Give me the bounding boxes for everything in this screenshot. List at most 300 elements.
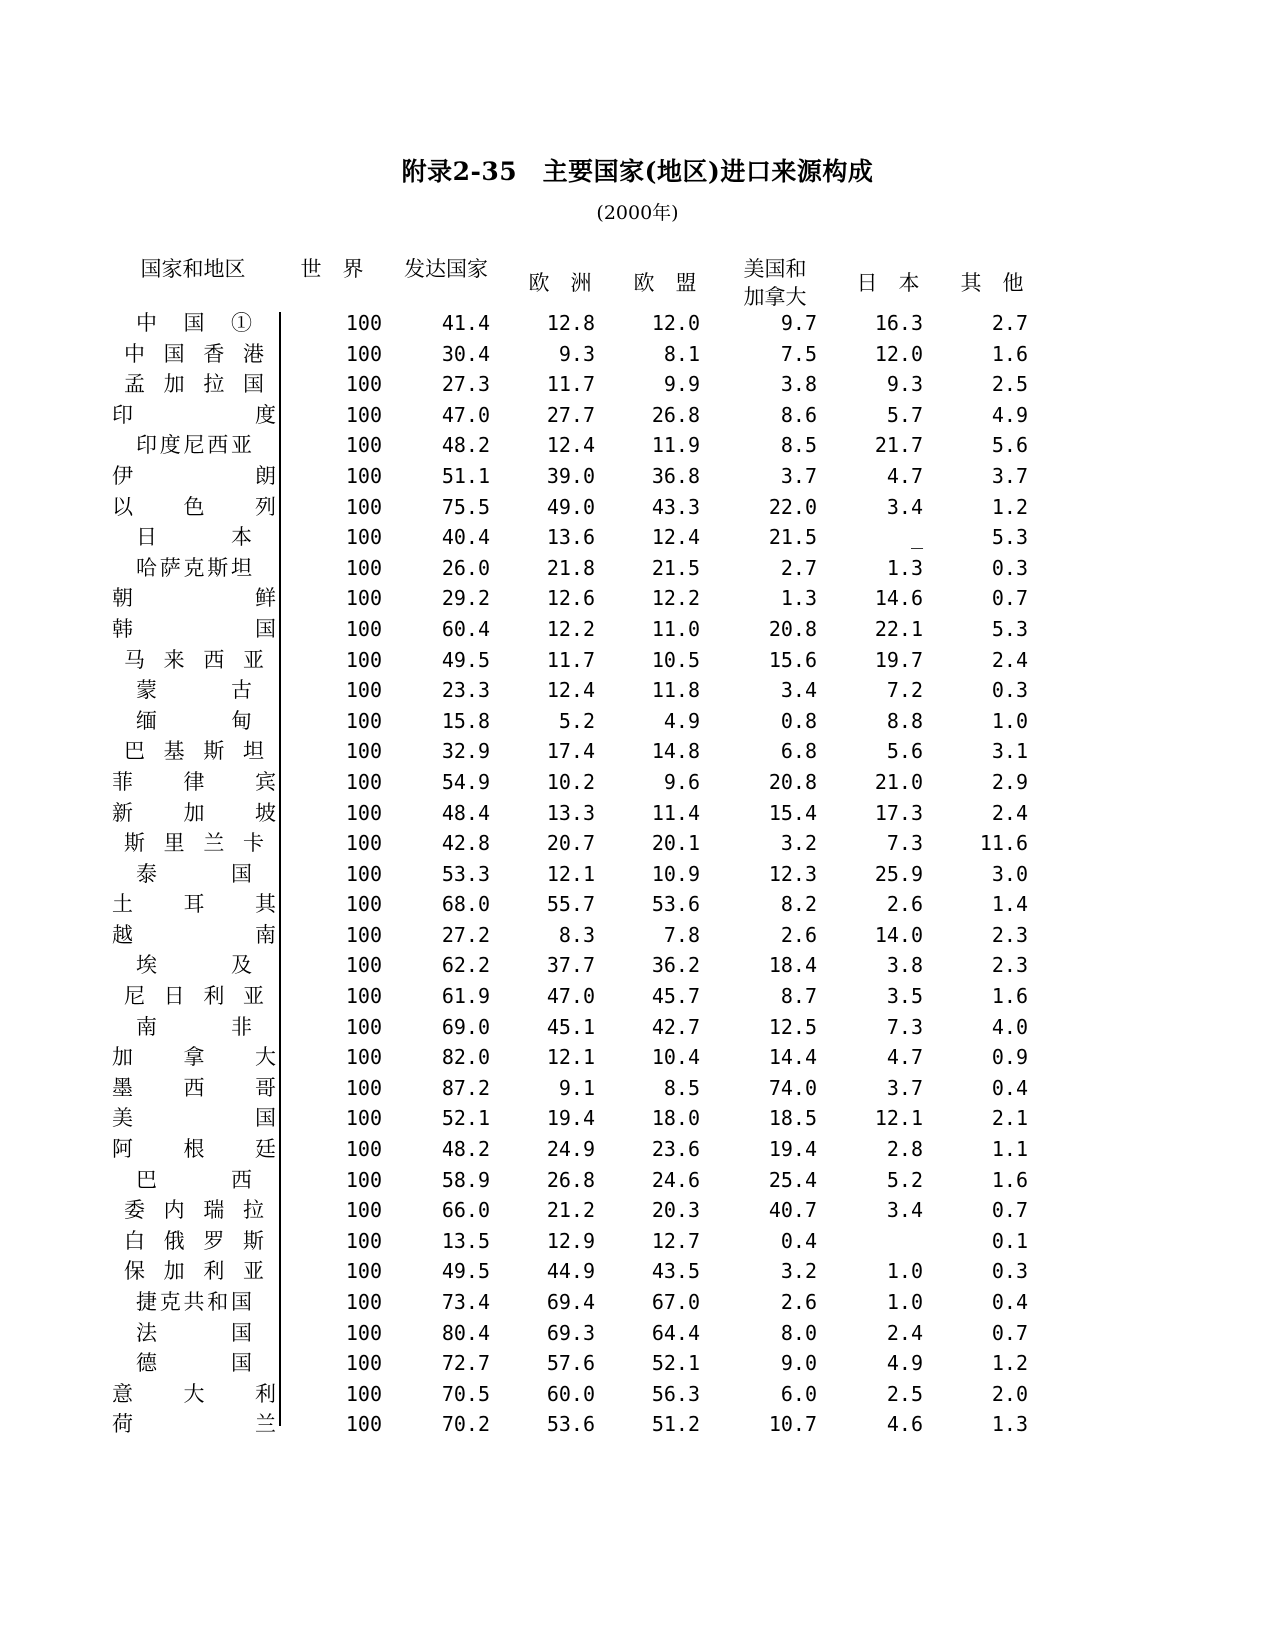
region-name: 巴基斯坦 bbox=[124, 739, 264, 764]
cell-other: 1.6 bbox=[991, 984, 1028, 1009]
cell-us-canada: 8.2 bbox=[780, 892, 817, 917]
cell-europe: 69.3 bbox=[546, 1320, 595, 1345]
cell-japan: 3.7 bbox=[886, 1075, 923, 1100]
table-row bbox=[0, 1409, 1275, 1440]
region-name: 白俄罗斯 bbox=[124, 1228, 264, 1253]
cell-other: 0.9 bbox=[991, 1045, 1028, 1070]
cell-other: 1.2 bbox=[991, 494, 1028, 519]
cell-eu: 14.8 bbox=[651, 739, 700, 764]
cell-developed: 73.4 bbox=[441, 1290, 490, 1314]
region-name: 中国① bbox=[136, 311, 252, 335]
cell-europe: 60.0 bbox=[546, 1381, 595, 1406]
cell-developed: 29.2 bbox=[441, 586, 490, 611]
cell-europe: 47.0 bbox=[546, 984, 595, 1009]
cell-eu: 10.5 bbox=[651, 647, 700, 672]
cell-other: 5.6 bbox=[991, 433, 1028, 458]
region-name: 印度 bbox=[112, 402, 276, 427]
cell-eu: 9.9 bbox=[663, 372, 700, 397]
cell-world: 100 bbox=[345, 892, 382, 917]
cell-other: 2.4 bbox=[991, 647, 1028, 672]
cell-eu: 18.0 bbox=[651, 1106, 700, 1131]
cell-world: 100 bbox=[345, 1320, 382, 1345]
table-row bbox=[0, 1165, 1275, 1196]
cell-japan: 4.7 bbox=[886, 1045, 923, 1070]
cell-japan: 25.9 bbox=[874, 861, 923, 886]
table-row bbox=[0, 461, 1275, 492]
table-row bbox=[0, 981, 1275, 1012]
cell-world: 100 bbox=[345, 555, 382, 580]
cell-developed: 54.9 bbox=[441, 769, 490, 794]
cell-eu: 26.8 bbox=[651, 402, 700, 427]
cell-world: 100 bbox=[345, 678, 382, 703]
cell-japan: 2.8 bbox=[886, 1137, 923, 1162]
cell-developed: 49.5 bbox=[441, 647, 490, 672]
cell-developed: 52.1 bbox=[441, 1106, 490, 1131]
cell-world: 100 bbox=[345, 922, 382, 947]
cell-developed: 48.4 bbox=[441, 800, 490, 825]
cell-other: 3.0 bbox=[991, 861, 1028, 886]
cell-europe: 12.8 bbox=[546, 311, 595, 335]
cell-other: 4.9 bbox=[991, 402, 1028, 427]
cell-europe: 21.2 bbox=[546, 1198, 595, 1223]
cell-developed: 53.3 bbox=[441, 861, 490, 886]
region-name: 泰国 bbox=[136, 861, 252, 886]
cell-other: 0.7 bbox=[991, 1198, 1028, 1223]
cell-world: 100 bbox=[345, 1381, 382, 1406]
cell-eu: 4.9 bbox=[663, 708, 700, 733]
cell-japan: 21.7 bbox=[874, 433, 923, 458]
cell-japan: 7.2 bbox=[886, 678, 923, 703]
cell-other: 0.4 bbox=[991, 1290, 1028, 1314]
cell-other: 0.3 bbox=[991, 1259, 1028, 1284]
cell-us-canada: 3.8 bbox=[780, 372, 817, 397]
cell-eu: 10.4 bbox=[651, 1045, 700, 1070]
table-row bbox=[0, 1042, 1275, 1073]
cell-other: 0.7 bbox=[991, 1320, 1028, 1345]
header-us-canada-line1: 美国和 bbox=[743, 257, 807, 281]
cell-world: 100 bbox=[345, 402, 382, 427]
cell-eu: 11.9 bbox=[651, 433, 700, 458]
cell-europe: 9.3 bbox=[558, 341, 595, 366]
cell-europe: 11.7 bbox=[546, 647, 595, 672]
cell-us-canada: 14.4 bbox=[768, 1045, 817, 1070]
cell-us-canada: 22.0 bbox=[768, 494, 817, 519]
cell-world: 100 bbox=[345, 831, 382, 856]
region-name: 哈萨克斯坦 bbox=[136, 555, 252, 580]
cell-world: 100 bbox=[345, 647, 382, 672]
cell-world: 100 bbox=[345, 525, 382, 550]
cell-us-canada: 40.7 bbox=[768, 1198, 817, 1223]
cell-world: 100 bbox=[345, 1228, 382, 1253]
table-row bbox=[0, 1103, 1275, 1134]
cell-world: 100 bbox=[345, 739, 382, 764]
cell-eu: 10.9 bbox=[651, 861, 700, 886]
region-name: 保加利亚 bbox=[124, 1259, 264, 1284]
table-row bbox=[0, 1379, 1275, 1410]
cell-japan: 2.5 bbox=[886, 1381, 923, 1406]
cell-eu: 12.2 bbox=[651, 586, 700, 611]
cell-developed: 58.9 bbox=[441, 1167, 490, 1192]
cell-europe: 57.6 bbox=[546, 1351, 595, 1376]
cell-us-canada: 0.4 bbox=[780, 1228, 817, 1253]
region-name: 加拿大 bbox=[112, 1045, 276, 1070]
cell-other: 2.5 bbox=[991, 372, 1028, 397]
cell-japan: 7.3 bbox=[886, 831, 923, 856]
cell-world: 100 bbox=[345, 463, 382, 488]
table-row bbox=[0, 1012, 1275, 1043]
cell-world: 100 bbox=[345, 1075, 382, 1100]
cell-europe: 17.4 bbox=[546, 739, 595, 764]
cell-japan: 4.9 bbox=[886, 1351, 923, 1376]
cell-world: 100 bbox=[345, 341, 382, 366]
cell-eu: 20.3 bbox=[651, 1198, 700, 1223]
cell-developed: 62.2 bbox=[441, 953, 490, 978]
cell-japan: 3.4 bbox=[886, 1198, 923, 1223]
cell-eu: 53.6 bbox=[651, 892, 700, 917]
table-row bbox=[0, 583, 1275, 614]
table-row bbox=[0, 859, 1275, 890]
cell-us-canada: 20.8 bbox=[768, 769, 817, 794]
cell-eu: 9.6 bbox=[663, 769, 700, 794]
cell-japan: 4.7 bbox=[886, 463, 923, 488]
cell-other: 1.1 bbox=[991, 1137, 1028, 1162]
region-name: 朝鲜 bbox=[112, 586, 276, 611]
cell-world: 100 bbox=[345, 800, 382, 825]
region-name: 德国 bbox=[136, 1351, 252, 1376]
cell-eu: 67.0 bbox=[651, 1290, 700, 1314]
cell-us-canada: 7.5 bbox=[780, 341, 817, 366]
cell-japan: 5.2 bbox=[886, 1167, 923, 1192]
cell-us-canada: 0.8 bbox=[780, 708, 817, 733]
cell-europe: 12.4 bbox=[546, 678, 595, 703]
cell-eu: 21.5 bbox=[651, 555, 700, 580]
region-name: 马来西亚 bbox=[124, 647, 264, 672]
header-us-canada-line2: 加拿大 bbox=[743, 285, 807, 309]
cell-europe: 12.6 bbox=[546, 586, 595, 611]
region-name: 埃及 bbox=[136, 953, 252, 978]
cell-us-canada: 3.4 bbox=[780, 678, 817, 703]
cell-eu: 43.3 bbox=[651, 494, 700, 519]
table-row bbox=[0, 369, 1275, 400]
cell-japan: 17.3 bbox=[874, 800, 923, 825]
cell-japan: 8.8 bbox=[886, 708, 923, 733]
cell-japan: 14.0 bbox=[874, 922, 923, 947]
cell-developed: 68.0 bbox=[441, 892, 490, 917]
cell-eu: 51.2 bbox=[651, 1412, 700, 1437]
table-row bbox=[0, 308, 1275, 339]
cell-other: 2.0 bbox=[991, 1381, 1028, 1406]
cell-europe: 55.7 bbox=[546, 892, 595, 917]
cell-developed: 80.4 bbox=[441, 1320, 490, 1345]
cell-europe: 20.7 bbox=[546, 831, 595, 856]
cell-developed: 26.0 bbox=[441, 555, 490, 580]
table-row bbox=[0, 522, 1275, 553]
table-row bbox=[0, 1318, 1275, 1349]
cell-japan: 3.8 bbox=[886, 953, 923, 978]
cell-other: 1.2 bbox=[991, 1351, 1028, 1376]
table-row bbox=[0, 828, 1275, 859]
cell-japan: 5.6 bbox=[886, 739, 923, 764]
region-name: 新加坡 bbox=[112, 800, 276, 825]
cell-europe: 12.9 bbox=[546, 1228, 595, 1253]
cell-developed: 48.2 bbox=[441, 433, 490, 458]
region-name: 蒙古 bbox=[136, 678, 252, 703]
cell-developed: 15.8 bbox=[441, 708, 490, 733]
cell-europe: 12.4 bbox=[546, 433, 595, 458]
cell-world: 100 bbox=[345, 494, 382, 519]
region-name: 尼日利亚 bbox=[124, 984, 264, 1009]
header-japan: 日 本 bbox=[856, 271, 920, 295]
region-name: 土耳其 bbox=[112, 892, 276, 917]
cell-japan: 9.3 bbox=[886, 372, 923, 397]
region-name: 印度尼西亚 bbox=[136, 433, 252, 458]
table-row bbox=[0, 1134, 1275, 1165]
cell-japan: _ bbox=[910, 525, 923, 550]
cell-developed: 13.5 bbox=[441, 1228, 490, 1253]
cell-japan: 4.6 bbox=[886, 1412, 923, 1437]
cell-us-canada: 10.7 bbox=[768, 1412, 817, 1437]
cell-japan: 2.4 bbox=[886, 1320, 923, 1345]
cell-developed: 75.5 bbox=[441, 494, 490, 519]
cell-europe: 5.2 bbox=[558, 708, 595, 733]
region-name: 法国 bbox=[136, 1320, 252, 1345]
header-other: 其 他 bbox=[960, 271, 1024, 295]
cell-us-canada: 25.4 bbox=[768, 1167, 817, 1192]
table-row bbox=[0, 889, 1275, 920]
cell-eu: 11.8 bbox=[651, 678, 700, 703]
cell-eu: 45.7 bbox=[651, 984, 700, 1009]
cell-eu: 8.5 bbox=[663, 1075, 700, 1100]
region-name: 巴西 bbox=[136, 1167, 252, 1192]
header-europe: 欧 洲 bbox=[528, 271, 592, 295]
cell-europe: 44.9 bbox=[546, 1259, 595, 1284]
cell-us-canada: 9.7 bbox=[780, 311, 817, 335]
cell-developed: 40.4 bbox=[441, 525, 490, 550]
cell-developed: 60.4 bbox=[441, 616, 490, 641]
table-row bbox=[0, 492, 1275, 523]
cell-developed: 41.4 bbox=[441, 311, 490, 335]
region-name: 缅甸 bbox=[136, 708, 252, 733]
cell-europe: 45.1 bbox=[546, 1014, 595, 1039]
cell-other: 2.1 bbox=[991, 1106, 1028, 1131]
cell-developed: 49.5 bbox=[441, 1259, 490, 1284]
region-name: 日本 bbox=[136, 525, 252, 550]
cell-europe: 21.8 bbox=[546, 555, 595, 580]
cell-other: 5.3 bbox=[991, 525, 1028, 550]
cell-us-canada: 2.6 bbox=[780, 1290, 817, 1314]
cell-us-canada: 1.3 bbox=[780, 586, 817, 611]
cell-world: 100 bbox=[345, 1351, 382, 1376]
table-row bbox=[0, 1226, 1275, 1257]
cell-europe: 12.1 bbox=[546, 1045, 595, 1070]
header-eu: 欧 盟 bbox=[633, 271, 697, 295]
cell-europe: 37.7 bbox=[546, 953, 595, 978]
cell-us-canada: 15.4 bbox=[768, 800, 817, 825]
table-row bbox=[0, 614, 1275, 645]
cell-eu: 8.1 bbox=[663, 341, 700, 366]
table-row bbox=[0, 1073, 1275, 1104]
cell-us-canada: 15.6 bbox=[768, 647, 817, 672]
cell-europe: 69.4 bbox=[546, 1290, 595, 1314]
region-name: 中国香港 bbox=[124, 341, 264, 366]
region-name: 菲律宾 bbox=[112, 769, 276, 794]
table-row bbox=[0, 1195, 1275, 1226]
cell-other: 2.3 bbox=[991, 953, 1028, 978]
table-row bbox=[0, 920, 1275, 951]
cell-world: 100 bbox=[345, 769, 382, 794]
cell-developed: 66.0 bbox=[441, 1198, 490, 1223]
cell-other: 11.6 bbox=[979, 831, 1028, 856]
table-row bbox=[0, 950, 1275, 981]
cell-developed: 61.9 bbox=[441, 984, 490, 1009]
cell-other: 4.0 bbox=[991, 1014, 1028, 1039]
cell-europe: 53.6 bbox=[546, 1412, 595, 1437]
cell-europe: 49.0 bbox=[546, 494, 595, 519]
cell-other: 0.3 bbox=[991, 678, 1028, 703]
cell-other: 1.4 bbox=[991, 892, 1028, 917]
table-row bbox=[0, 1348, 1275, 1379]
cell-us-canada: 8.7 bbox=[780, 984, 817, 1009]
region-name: 越南 bbox=[112, 922, 276, 947]
region-name: 意大利 bbox=[112, 1381, 276, 1406]
cell-other: 0.1 bbox=[991, 1228, 1028, 1253]
cell-us-canada: 18.4 bbox=[768, 953, 817, 978]
cell-world: 100 bbox=[345, 708, 382, 733]
region-name: 以色列 bbox=[112, 494, 276, 519]
data-table bbox=[0, 308, 1275, 1440]
cell-other: 0.7 bbox=[991, 586, 1028, 611]
cell-japan: 1.0 bbox=[886, 1290, 923, 1314]
region-name: 捷克共和国 bbox=[136, 1290, 252, 1314]
cell-us-canada: 8.0 bbox=[780, 1320, 817, 1345]
cell-us-canada: 18.5 bbox=[768, 1106, 817, 1131]
region-name: 伊朗 bbox=[112, 463, 276, 488]
cell-eu: 36.8 bbox=[651, 463, 700, 488]
cell-europe: 12.1 bbox=[546, 861, 595, 886]
cell-world: 100 bbox=[345, 372, 382, 397]
cell-world: 100 bbox=[345, 861, 382, 886]
cell-japan: 22.1 bbox=[874, 616, 923, 641]
cell-japan: 14.6 bbox=[874, 586, 923, 611]
cell-world: 100 bbox=[345, 1045, 382, 1070]
region-name: 委内瑞拉 bbox=[124, 1198, 264, 1223]
cell-other: 0.4 bbox=[991, 1075, 1028, 1100]
table-row bbox=[0, 430, 1275, 461]
cell-eu: 64.4 bbox=[651, 1320, 700, 1345]
cell-eu: 43.5 bbox=[651, 1259, 700, 1284]
cell-other: 3.1 bbox=[991, 739, 1028, 764]
cell-europe: 13.6 bbox=[546, 525, 595, 550]
cell-japan: 19.7 bbox=[874, 647, 923, 672]
cell-europe: 12.2 bbox=[546, 616, 595, 641]
cell-japan: 1.0 bbox=[886, 1259, 923, 1284]
cell-developed: 23.3 bbox=[441, 678, 490, 703]
cell-europe: 19.4 bbox=[546, 1106, 595, 1131]
cell-europe: 10.2 bbox=[546, 769, 595, 794]
page-title: 附录2-35 主要国家(地区)进口来源构成 bbox=[401, 157, 874, 186]
cell-world: 100 bbox=[345, 1014, 382, 1039]
cell-us-canada: 8.6 bbox=[780, 402, 817, 427]
table-row bbox=[0, 736, 1275, 767]
cell-world: 100 bbox=[345, 1137, 382, 1162]
cell-world: 100 bbox=[345, 1412, 382, 1437]
cell-other: 1.6 bbox=[991, 341, 1028, 366]
cell-world: 100 bbox=[345, 616, 382, 641]
cell-us-canada: 3.7 bbox=[780, 463, 817, 488]
page-subtitle: (2000年) bbox=[596, 202, 679, 224]
cell-eu: 12.0 bbox=[651, 311, 700, 335]
cell-japan: 5.7 bbox=[886, 402, 923, 427]
region-name: 南非 bbox=[136, 1014, 252, 1039]
header-developed: 发达国家 bbox=[404, 257, 488, 281]
cell-europe: 8.3 bbox=[558, 922, 595, 947]
cell-europe: 9.1 bbox=[558, 1075, 595, 1100]
cell-developed: 72.7 bbox=[441, 1351, 490, 1376]
cell-us-canada: 3.2 bbox=[780, 1259, 817, 1284]
cell-developed: 47.0 bbox=[441, 402, 490, 427]
region-name: 韩国 bbox=[112, 616, 276, 641]
cell-developed: 32.9 bbox=[441, 739, 490, 764]
table-row bbox=[0, 1256, 1275, 1287]
region-name: 荷兰 bbox=[112, 1412, 276, 1437]
cell-world: 100 bbox=[345, 311, 382, 335]
cell-europe: 39.0 bbox=[546, 463, 595, 488]
cell-us-canada: 20.8 bbox=[768, 616, 817, 641]
cell-eu: 20.1 bbox=[651, 831, 700, 856]
cell-europe: 11.7 bbox=[546, 372, 595, 397]
table-row bbox=[0, 339, 1275, 370]
cell-other: 1.3 bbox=[991, 1412, 1028, 1437]
cell-us-canada: 74.0 bbox=[768, 1075, 817, 1100]
region-name: 墨西哥 bbox=[112, 1075, 276, 1100]
cell-other: 2.3 bbox=[991, 922, 1028, 947]
cell-europe: 26.8 bbox=[546, 1167, 595, 1192]
cell-japan: 3.5 bbox=[886, 984, 923, 1009]
cell-other: 2.7 bbox=[991, 311, 1028, 335]
cell-world: 100 bbox=[345, 1167, 382, 1192]
cell-other: 1.0 bbox=[991, 708, 1028, 733]
cell-japan: 3.4 bbox=[886, 494, 923, 519]
cell-other: 0.3 bbox=[991, 555, 1028, 580]
cell-world: 100 bbox=[345, 984, 382, 1009]
header-region: 国家和地区 bbox=[140, 257, 246, 281]
cell-eu: 7.8 bbox=[663, 922, 700, 947]
cell-europe: 13.3 bbox=[546, 800, 595, 825]
cell-us-canada: 6.8 bbox=[780, 739, 817, 764]
cell-eu: 23.6 bbox=[651, 1137, 700, 1162]
cell-us-canada: 19.4 bbox=[768, 1137, 817, 1162]
cell-us-canada: 9.0 bbox=[780, 1351, 817, 1376]
cell-other: 2.4 bbox=[991, 800, 1028, 825]
cell-other: 5.3 bbox=[991, 616, 1028, 641]
cell-developed: 69.0 bbox=[441, 1014, 490, 1039]
cell-world: 100 bbox=[345, 433, 382, 458]
cell-world: 100 bbox=[345, 953, 382, 978]
region-name: 孟加拉国 bbox=[124, 372, 264, 397]
cell-eu: 42.7 bbox=[651, 1014, 700, 1039]
table-row bbox=[0, 400, 1275, 431]
cell-other: 3.7 bbox=[991, 463, 1028, 488]
table-row bbox=[0, 553, 1275, 584]
table-row bbox=[0, 645, 1275, 676]
cell-us-canada: 2.6 bbox=[780, 922, 817, 947]
cell-other: 2.9 bbox=[991, 769, 1028, 794]
table-row bbox=[0, 798, 1275, 829]
cell-japan: 12.1 bbox=[874, 1106, 923, 1131]
cell-developed: 87.2 bbox=[441, 1075, 490, 1100]
header-world: 世 界 bbox=[300, 257, 364, 281]
cell-japan: 1.3 bbox=[886, 555, 923, 580]
